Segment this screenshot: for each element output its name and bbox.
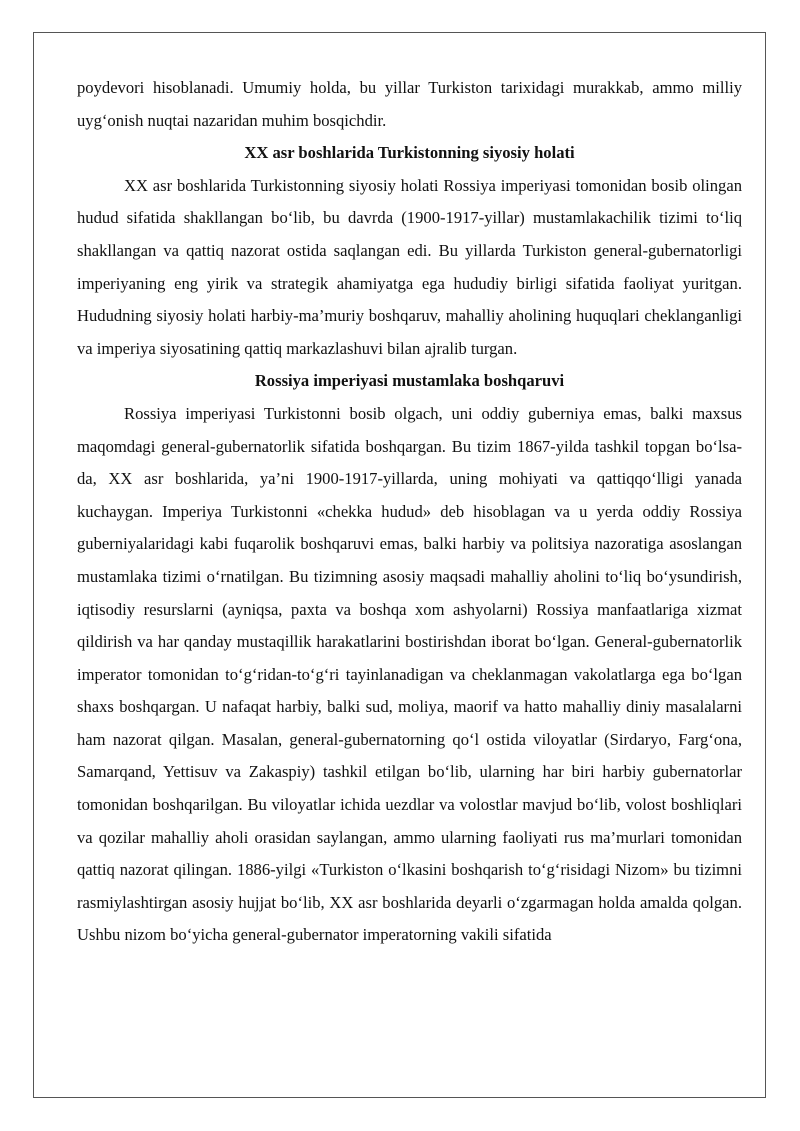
political-situation-paragraph: XX asr boshlarida Turkistonning siyosiy holati Rossiya imperiyasi tomonidan bosib olingan hudud sifatida shakllangan bo‘lib, bu davrda (1900-1917-yillar) mustamlakachilik tizimi to‘liq shakllangan va qattiq nazorat ostida saqlangan edi. Bu yillarda Turkiston general-gubernatorligi imperiyaning eng yirik va strategik ahamiyatga ega hududiy birligi sifatida faoliyat yuritgan. Hududning siyosiy holati harbiy-ma’muriy boshqaruv, mahalliy aholining huquqlari cheklanganligi va imperiya siyosatining qattiq markazlashuvi bilan ajralib turgan. (77, 175, 742, 358)
intro-paragraph: poydevori hisoblanadi. Umumiy holda, bu yillar Turkiston tarixidagi murakkab, ammo milliy uyg‘onish nuqtai nazaridan muhim bosqichdir. (77, 78, 742, 130)
section-heading-political-situation: XX asr boshlarida Turkistonning siyosiy holati (244, 143, 575, 163)
section-heading-colonial-administration: Rossiya imperiyasi mustamlaka boshqaruvi (254, 371, 565, 391)
document-body (77, 72, 742, 952)
colonial-administration-paragraph: Rossiya imperiyasi Turkistonni bosib olgach, uni oddiy guberniya emas, balki maxsus maqomdagi general-gubernatorlik sifatida boshqargan. Bu tizim 1867-yilda tashkil topgan bo‘lsa-da, XX asr boshlarida, ya’ni 1900-1917-yillarda, uning mohiyati va qattiqqo‘lligi yanada kuchaygan. Imperiya Turkistonni «chekka hudud» deb hisoblagan va u yerda oddiy Rossiya guberniyalaridagi kabi fuqarolik boshqaruvi emas, balki harbiy va politsiya nazoratiga asoslangan mustamlaka tizimi o‘rnatilgan. Bu tizimning asosiy maqsadi mahalliy aholini to‘liq bo‘ysundirish, iqtisodiy resurslarni (ayniqsa, paxta va boshqa xom ashyolarni) Rossiya manfaatlariga xizmat qildirish va har qanday mustaqillik harakatlarini bostirishdan iborat bo‘lgan. General-gubernatorlik imperator tomonidan to‘g‘ridan-to‘g‘ri tayinlanadigan va cheklanmagan vakolatlarga ega bo‘lgan shaxs boshqargan. U nafaqat harbiy, balki sud, moliya, maorif va hatto mahalliy diniy masalalarni ham nazorat qilgan. Masalan, general-gubernatorning qo‘l ostida viloyatlar (Sirdaryo, Farg‘ona, Samarqand, Yettisuv va Zakaspiy) tashkil etilgan bo‘lib, ularning har biri harbiy gubernatorlar tomonidan boshqarilgan. Bu viloyatlar ichida uezdlar va volostlar mavjud bo‘lib, volost boshliqlari va qozilar mahalliy aholi orasidan saylangan, ammo ularning faoliyati rus ma’murlari tomonidan qattiq nazorat qilingan. 1886-yilgi «Turkiston o‘lkasini boshqarish to‘g‘risidagi Nizom» bu tizimni rasmiylashtirgan asosiy hujjat bo‘lib, XX asr boshlarida deyarli o‘zgarmagan holda amalda qolgan. Ushbu nizom bo‘yicha general-gubernator imperatorning vakili sifatida (77, 403, 742, 945)
